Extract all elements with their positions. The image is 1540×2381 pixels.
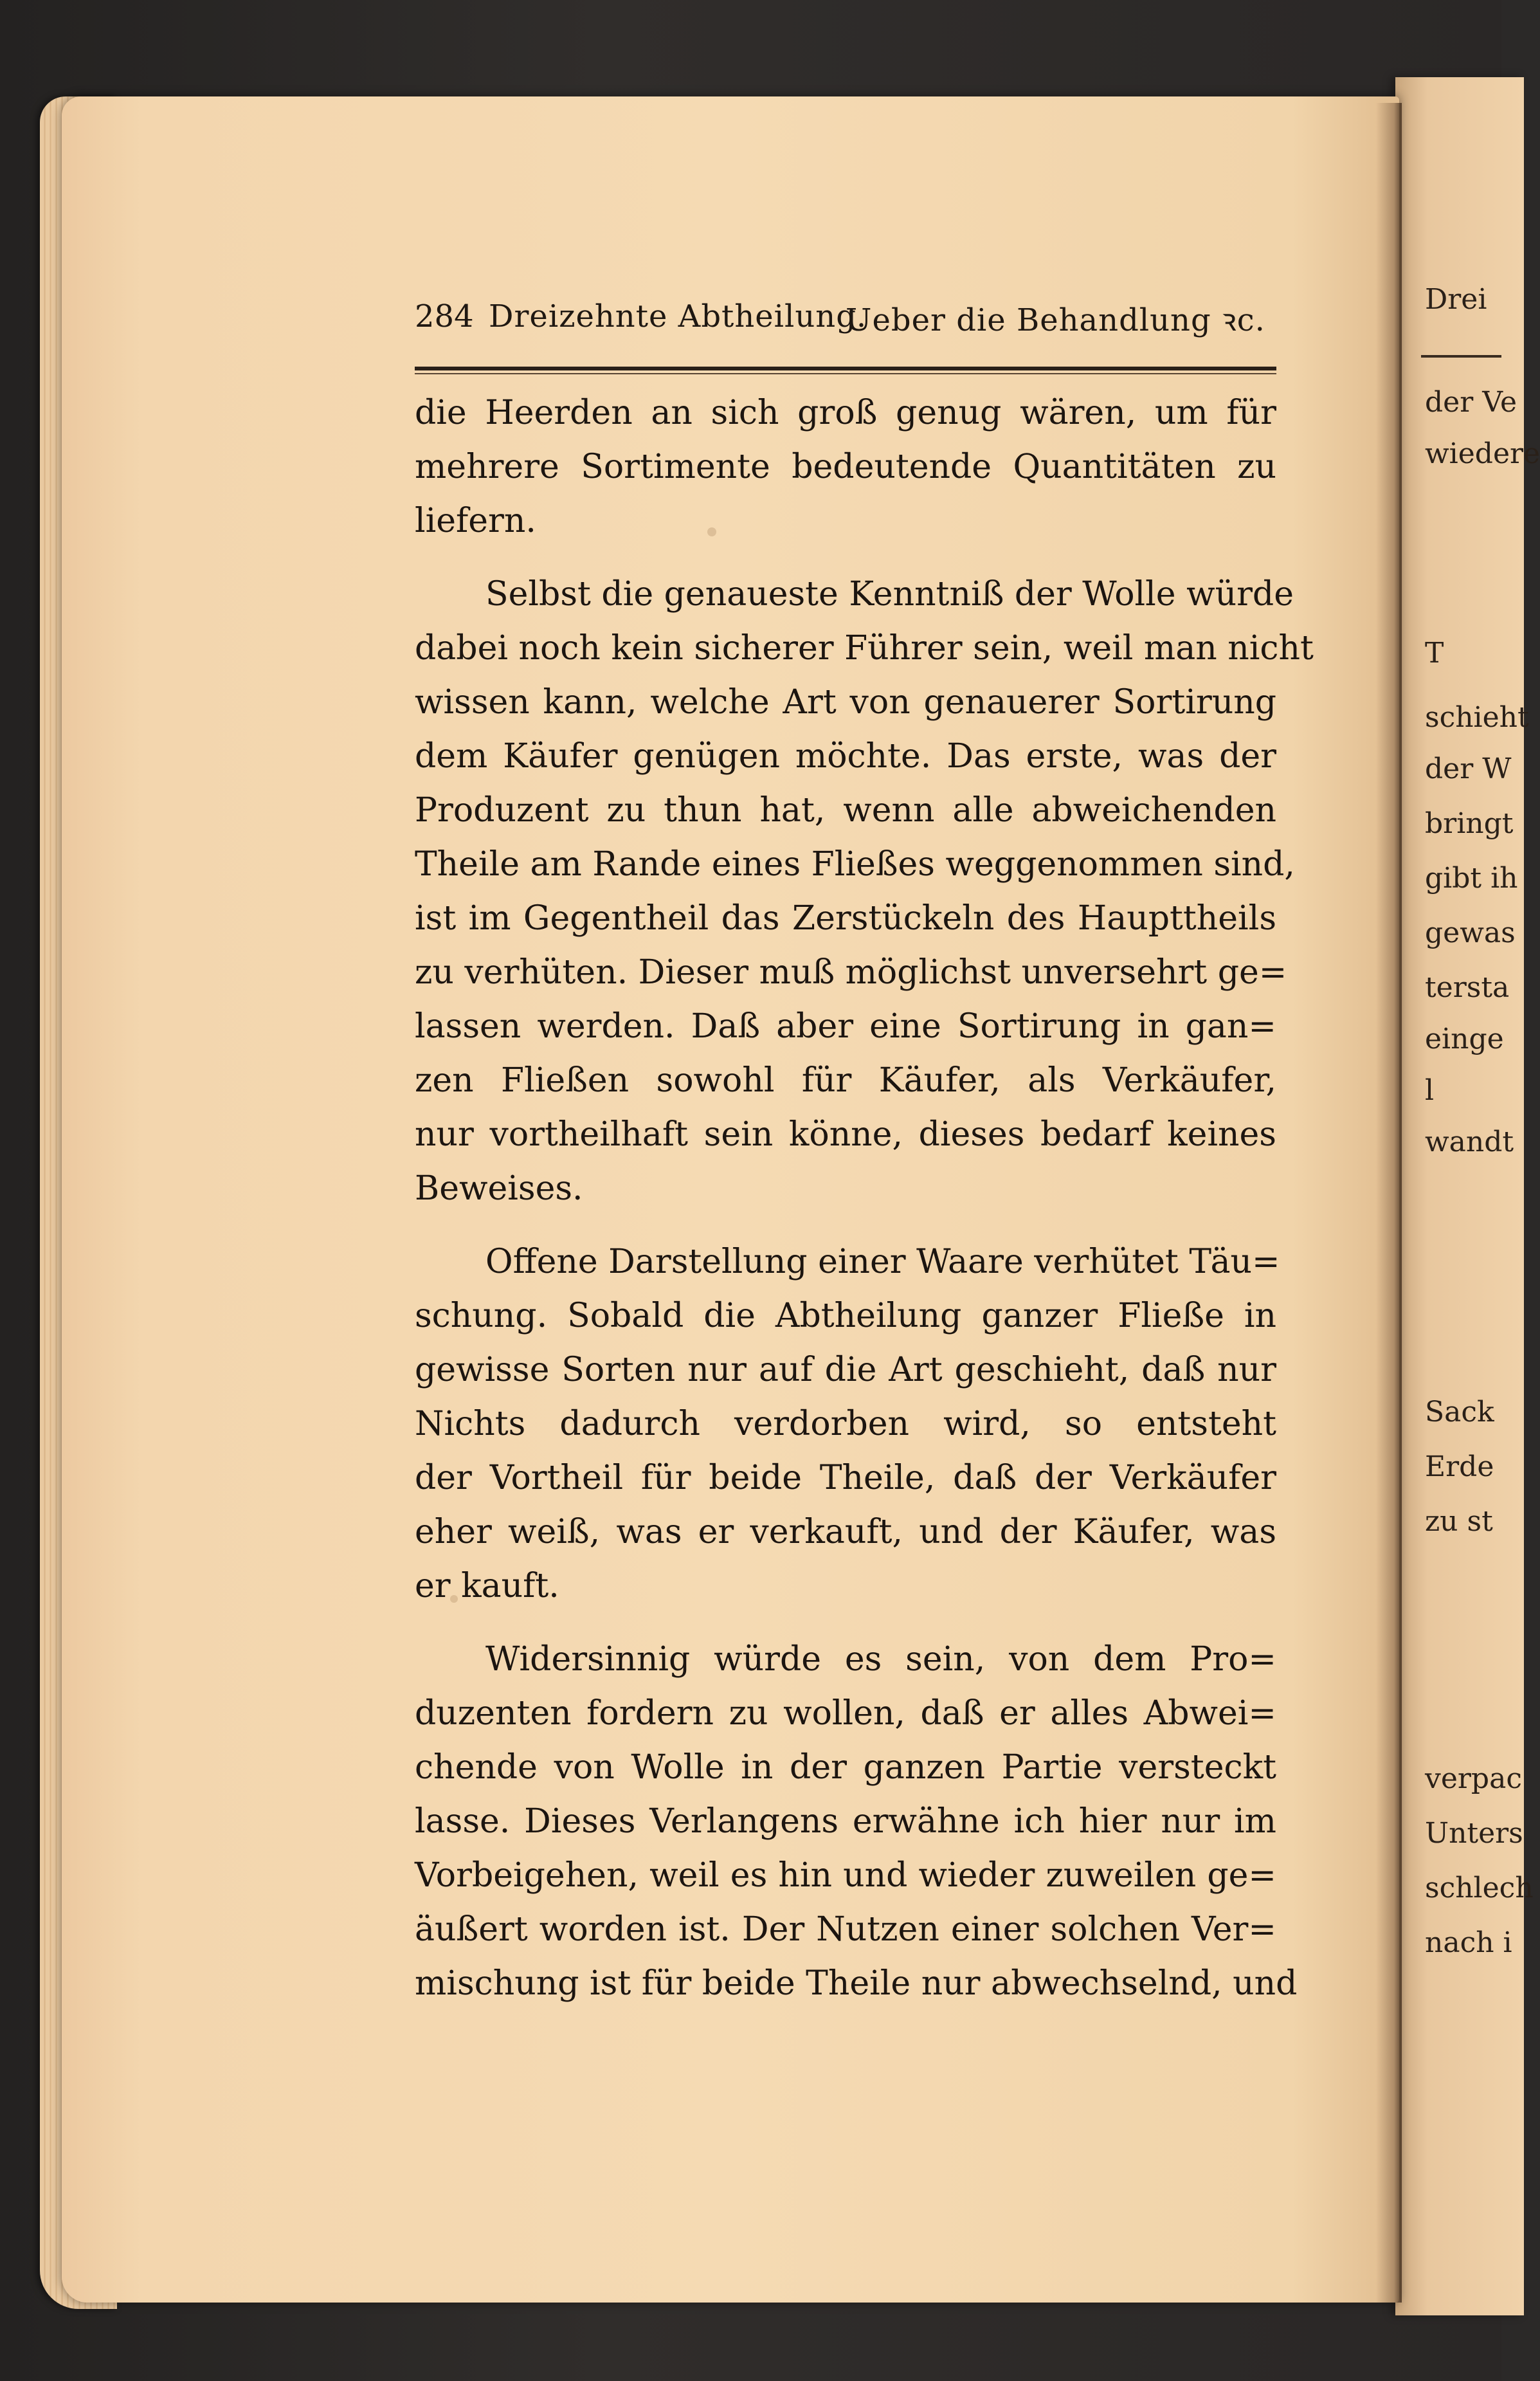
- text-line: dabei noch kein sicherer Führer sein, weil man nicht: [415, 629, 1314, 668]
- facing-fragment: l: [1425, 1074, 1435, 1107]
- text-line: Theile am Rande eines Fließes weggenommen sind,: [415, 845, 1295, 884]
- text-line: die Heerden an sich groß genug wären, um für: [415, 394, 1276, 432]
- facing-fragment: Unters: [1425, 1817, 1523, 1850]
- page-gutter-shadow: [1376, 103, 1402, 2303]
- facing-fragment: Drei: [1425, 283, 1487, 316]
- text-line: Nichts dadurch verdorben wird, so entsteht: [415, 1405, 1276, 1443]
- facing-page-rule: [1421, 355, 1501, 358]
- text-line: er kauft.: [415, 1567, 559, 1605]
- facing-fragment: zu st: [1425, 1505, 1493, 1538]
- facing-fragment: einge: [1425, 1023, 1504, 1055]
- text-line: Offene Darstellung einer Waare verhütet Täu=: [485, 1243, 1280, 1281]
- paragraph: [415, 567, 1314, 1216]
- text-line: zu verhüten. Dieser muß möglichst unversehrt ge=: [415, 953, 1287, 992]
- text-line: nur vortheilhaft sein könne, dieses bedarf keines: [415, 1115, 1276, 1154]
- text-line: duzenten fordern zu wollen, daß er alles Abwei=: [415, 1694, 1276, 1733]
- facing-fragment: verpac: [1425, 1762, 1522, 1795]
- facing-fragment: schieht: [1425, 701, 1529, 734]
- facing-fragment: der Ve: [1425, 386, 1517, 419]
- running-head: [415, 298, 1276, 343]
- text-line: äußert worden ist. Der Nutzen einer solchen Ver=: [415, 1910, 1276, 1949]
- facing-fragment: der W: [1425, 753, 1512, 785]
- text-line: lasse. Dieses Verlangens erwähne ich hier nur im: [415, 1802, 1276, 1841]
- facing-fragment: gewas: [1425, 917, 1516, 949]
- page-number: 284: [415, 298, 474, 334]
- facing-fragment: gibt ih: [1425, 862, 1518, 895]
- text-line: lassen werden. Daß aber eine Sortirung in gan=: [415, 1007, 1276, 1046]
- text-line: schung. Sobald die Abtheilung ganzer Fließe in: [415, 1297, 1276, 1335]
- text-line: der Vortheil für beide Theile, daß der Verkäufer: [415, 1459, 1276, 1497]
- text-line: chende von Wolle in der ganzen Partie versteckt: [415, 1748, 1276, 1787]
- body-text: [415, 386, 1314, 2011]
- text-line: mehrere Sortimente bedeutende Quantitäten zu: [415, 448, 1276, 486]
- facing-fragment: bringt: [1425, 807, 1514, 840]
- facing-fragment: wiedere: [1425, 437, 1540, 470]
- facing-fragment: nach i: [1425, 1926, 1512, 1959]
- facing-fragment: T: [1425, 637, 1444, 670]
- facing-fragment: Sack: [1425, 1396, 1494, 1428]
- text-line: gewisse Sorten nur auf die Art geschieht, daß nur: [415, 1351, 1276, 1389]
- text-line: Vorbeigehen, weil es hin und wieder zuweilen ge=: [415, 1856, 1276, 1895]
- text-line: Produzent zu thun hat, wenn alle abweichenden: [415, 791, 1276, 830]
- section-title: Dreizehnte Abtheilung.: [489, 298, 867, 334]
- paragraph: [415, 386, 1276, 548]
- text-line: ist im Gegentheil das Zerstückeln des Haupttheils: [415, 899, 1276, 938]
- header-rule-thin: [415, 373, 1276, 374]
- paragraph: [415, 1235, 1280, 1613]
- paragraph: [415, 1632, 1298, 2011]
- header-rule: [415, 367, 1276, 370]
- text-line: eher weiß, was er verkauft, und der Käufer, was: [415, 1513, 1276, 1551]
- text-line: wissen kann, welche Art von genauerer Sortirung: [415, 683, 1276, 722]
- facing-fragment: tersta: [1425, 971, 1510, 1004]
- text-line: Widersinnig würde es sein, von dem Pro=: [485, 1640, 1276, 1679]
- text-line: zen Fließen sowohl für Käufer, als Verkäufer,: [415, 1061, 1276, 1100]
- text-line: Beweises.: [415, 1169, 583, 1208]
- text-line: liefern.: [415, 502, 536, 540]
- facing-fragment: schlech: [1425, 1872, 1534, 1904]
- text-line: mischung ist für beide Theile nur abwechselnd, und: [415, 1964, 1298, 2003]
- facing-fragment: Erde: [1425, 1450, 1494, 1483]
- text-line: dem Käufer genügen möchte. Das erste, was der: [415, 737, 1276, 776]
- chapter-title: Ueber die Behandlung ꝛc.: [846, 302, 1265, 338]
- text-line: Selbst die genaueste Kenntniß der Wolle würde: [485, 575, 1294, 614]
- facing-fragment: wandt: [1425, 1126, 1514, 1158]
